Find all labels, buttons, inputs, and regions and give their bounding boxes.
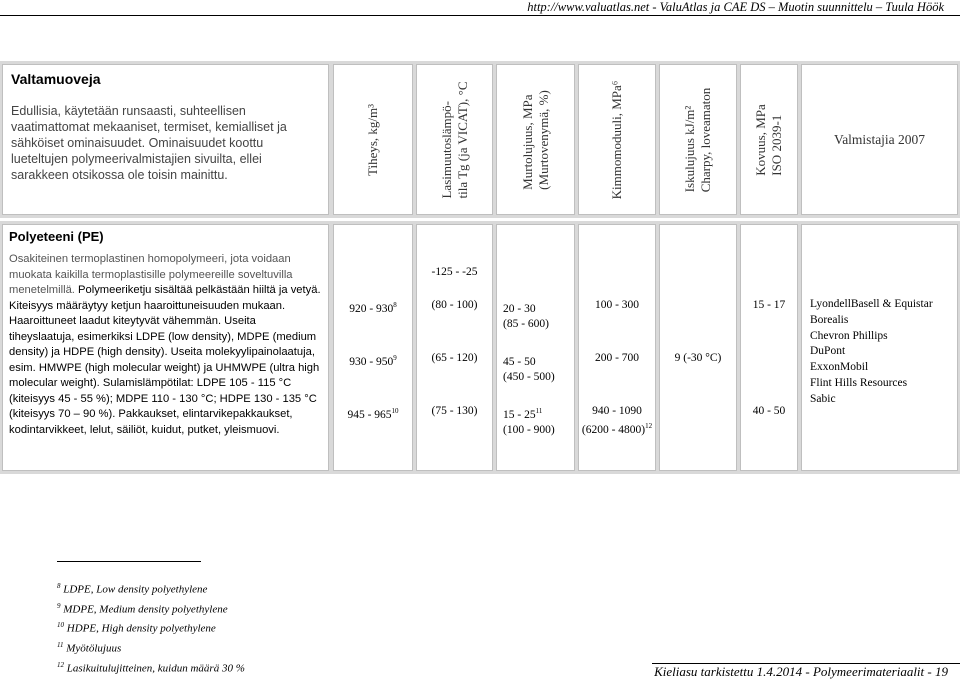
col-header-density-label: Tiheys, kg/m³ — [365, 103, 380, 176]
impact-cell — [659, 224, 737, 471]
col-header-impact — [659, 64, 737, 215]
col-header-manufacturers-label: Valmistajia 2007 — [833, 131, 926, 147]
tg-value: -125 - -25 — [431, 266, 478, 278]
tensile-value: $15 - 25^{11}$ (100 - 900) — [503, 407, 555, 436]
manufacturer-item: LyondellBasell & Equistar — [810, 298, 933, 310]
footnotes — [57, 578, 245, 676]
modulus-value: 200 - 700 — [594, 352, 640, 364]
manufacturer-item: ExxonMobil — [810, 361, 869, 374]
footnote-item: $^{10}$ HDPE, High density polyethylene — [57, 621, 216, 635]
manufacturer-item: Sabic — [810, 392, 836, 405]
polymer-name: Polyeteeni (PE) — [9, 229, 104, 244]
material-table — [0, 61, 960, 474]
intro-text: Edullisia, käytetään runsaasti, suhteellisen vaatimattomat mekaaniset, termiset, kemialliset ja sähköiset ominaisuudet. Ominaisuudet koottu lueteltujen polymeerivalmistajien sivuilta, ellei sarakkeen otsikossa ole toisin mainittu. — [11, 104, 287, 182]
col-header-modulus — [578, 64, 656, 215]
manufacturer-item: DuPont — [810, 345, 846, 358]
tensile-value: 45 - 50 (450 - 500) — [503, 355, 555, 383]
vicat-value: (80 - 100) — [431, 299, 478, 311]
hardness-cell — [740, 224, 798, 471]
modulus-cell — [578, 224, 656, 471]
vicat-value: (65 - 120) — [431, 352, 478, 364]
tensile-value: 20 - 30 (85 - 600) — [503, 302, 549, 330]
density-value: $930 - 950^9$ — [349, 354, 397, 368]
vicat-value: (75 - 130) — [431, 405, 478, 417]
header-rule — [0, 15, 960, 16]
density-value: $945 - 965^{10}$ — [347, 407, 399, 421]
footnote-rule — [57, 561, 201, 562]
tg-cell — [416, 224, 493, 471]
manufacturer-list — [810, 297, 933, 408]
manufacturer-item: Flint Hills Resources — [810, 376, 908, 389]
manufacturer-item: Borealis — [810, 313, 849, 326]
col-header-density — [333, 64, 413, 215]
footnote-item: $^8$ LDPE, Low density polyethylene — [57, 582, 208, 596]
col-header-manufacturers — [801, 64, 958, 215]
page-footer: Kieliasu tarkistettu 1.4.2014 - Polymeerimateriaalit - 19 — [654, 664, 948, 679]
modulus-value: 940 - 1090 (6200 - 4800)$^{12}$ — [581, 405, 653, 436]
pe-description-cell — [2, 224, 329, 471]
hardness-value: 40 - 50 — [752, 405, 786, 417]
polymer-description: Osakiteinen termoplastinen homopolymeeri, jota voidaan muokata kaikilla termoplastisille polymeereille soveltuvilla menetelmillä. Polymeeriketju sisältää pelkästään hiiltä ja vetyä. Kiteisyys määräytyy ketjun haaroittuneisuuden mukaan. Haaroittuneet laadut kiteytyvät vähemmän. Useita tiheyslaatuja, esimerkiksi LDPE (low density), MDPE (medium density) ja HDPE (high density). Useita molekyylipainolaatuja, esim. HMWPE (high molecular weight) ja UHMWPE (ultra high molecular weight). Sulamislämpötilat: LDPE 105 - 115 °C (kiteisyys 45 - 55 %); MDPE 110 - 130 °C; HDPE 130 - 135 °C (kiteisyys 70 – 90 %). Pakkaukset, elintarvikepakkaukset, kodintarvikkeet, lelut, säiliöt, kuidut, putket, yleismuovi. — [9, 253, 321, 436]
page-header: http://www.valuatlas.net - ValuAtlas ja CAE DS – Muotin suunnittelu – Tuula Höök — [527, 0, 944, 14]
impact-value: 9 (-30 °C) — [674, 352, 722, 364]
footnote-item: $^9$ MDPE, Medium density polyethylene — [57, 601, 228, 616]
col-header-hardness-label: Kovuus, MPa ISO 2039-1 — [753, 103, 784, 176]
density-cell — [333, 224, 413, 471]
col-header-tg — [416, 64, 493, 215]
footnote-item: $^{12}$ Lasikuitulujitteinen, kuidun määrä 30 % — [57, 660, 245, 675]
col-header-impact-label: Iskulujuus kJ/m² Charpy, loveamaton — [682, 87, 713, 192]
intro-title: Valtamuoveja — [11, 71, 101, 87]
col-header-tensile-label: Murtolujuus, MPa (Murtovenymä, %) — [519, 89, 551, 190]
col-header-tensile — [496, 64, 575, 215]
intro-cell — [2, 64, 329, 215]
col-header-hardness — [740, 64, 798, 215]
hardness-value: 15 - 17 — [752, 299, 786, 311]
manufacturers-cell — [801, 224, 958, 471]
density-value: $920 - 930^8$ — [349, 301, 397, 315]
col-header-modulus-label: Kimmomoduuli, MPa⁶ — [609, 80, 624, 199]
manufacturer-item: Chevron Phillips — [810, 329, 888, 342]
col-header-tg-label: Lasimuutoslämpö- tila Tg (ja VICAT), °C — [438, 80, 470, 199]
modulus-value: 100 - 300 — [594, 299, 640, 311]
footnote-item: $^{11}$ Myötölujuus — [57, 640, 122, 655]
tensile-cell — [496, 224, 575, 471]
